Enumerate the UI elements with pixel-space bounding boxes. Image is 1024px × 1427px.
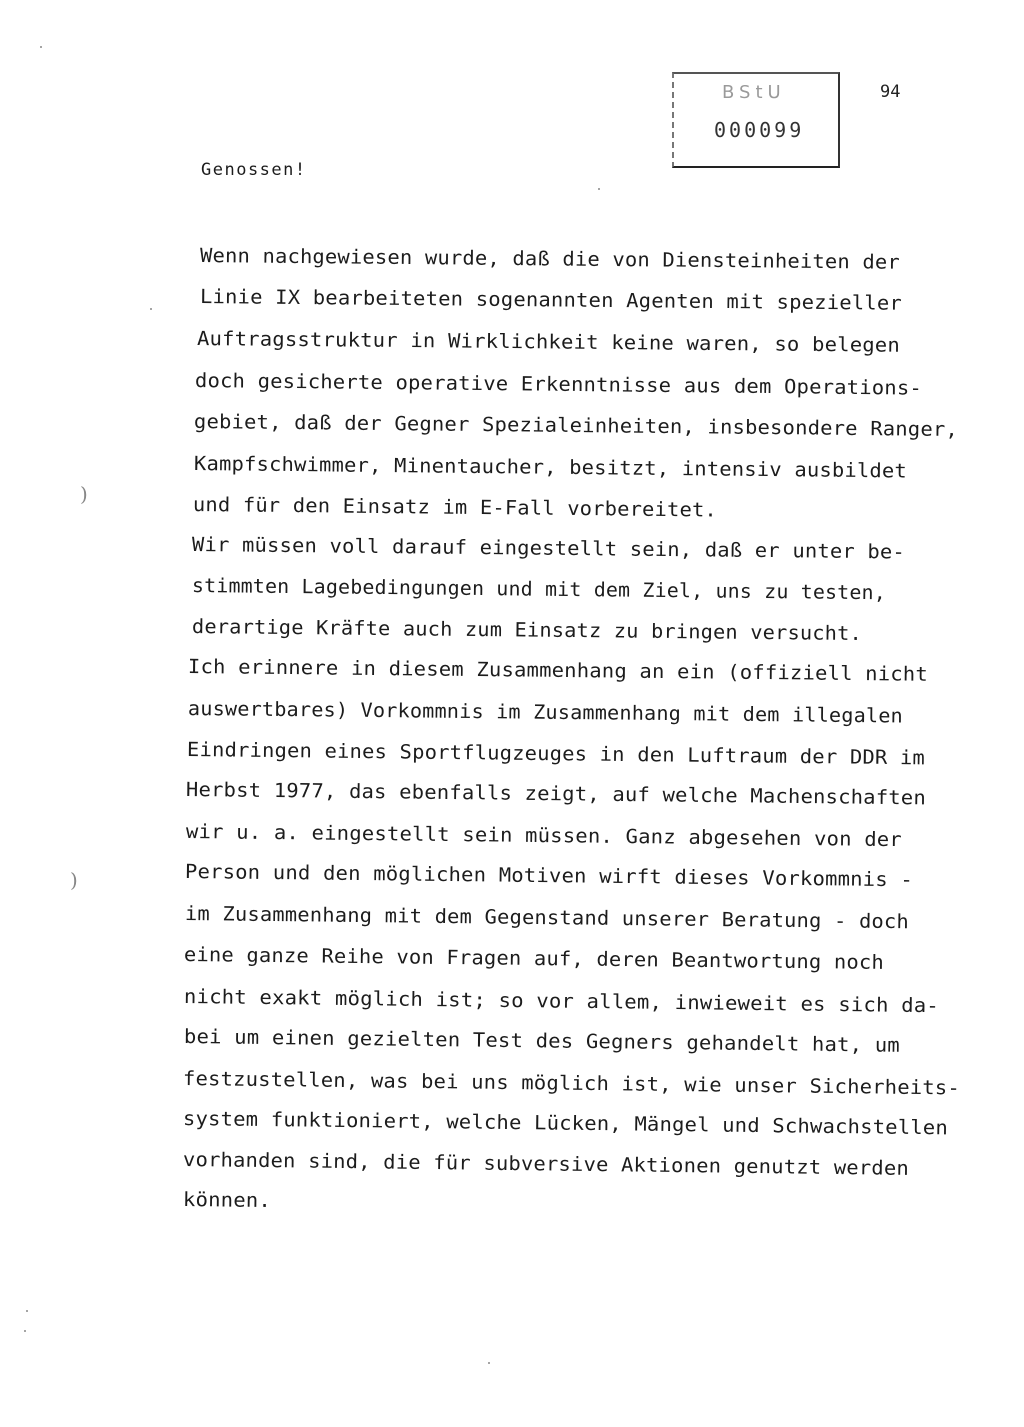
body-line: im Zusammenhang mit dem Gegenstand unserer Beratung - doch xyxy=(184,902,910,934)
body-line: Ich erinnere in diesem Zusammenhang an ein (offiziell nicht xyxy=(187,655,929,686)
body-line: Wir müssen voll darauf eingestellt sein, daß er unter be- xyxy=(191,533,906,564)
body-line: gebiet, daß der Gegner Spezialeinheiten, insbesondere Ranger, xyxy=(193,410,959,441)
body-line: und für den Einsatz im E-Fall vorbereitet. xyxy=(192,493,718,522)
salutation: Genossen! xyxy=(201,160,307,180)
scan-speck xyxy=(24,1330,26,1332)
archive-stamp xyxy=(672,72,840,168)
body-line: wir u. a. eingestellt sein müssen. Ganz abgesehen von der xyxy=(185,820,903,852)
body-line: Eindringen eines Sportflugzeuges in den Luftraum der DDR im xyxy=(186,738,926,770)
body-line: Auftragsstruktur in Wirklichkeit keine waren, so belegen xyxy=(196,327,901,357)
stamp-number: 000099 xyxy=(714,118,805,142)
body-line: auswertbares) Vorkommnis im Zusammenhang mit dem illegalen xyxy=(187,697,904,728)
body-line: vorhanden sind, die für subversive Aktionen genutzt werden xyxy=(182,1148,910,1180)
body-line: bei um einen gezielten Test des Gegners gehandelt hat, um xyxy=(183,1025,901,1057)
body-line: doch gesicherte operative Erkenntnisse aus dem Operations- xyxy=(194,369,923,400)
body-line: system funktioniert, welche Lücken, Mängel und Schwachstellen xyxy=(182,1107,949,1140)
scan-speck xyxy=(40,46,42,48)
body-line: nicht exakt möglich ist; so vor allem, inwieweit es sich da- xyxy=(183,985,940,1018)
body-line: Wenn nachgewiesen wurde, daß die von Diensteinheiten der xyxy=(199,244,901,274)
scan-speck xyxy=(488,1362,490,1364)
stamp-label: BStU xyxy=(722,82,786,103)
body-line: Person und den möglichen Motiven wirft dieses Vorkommnis - xyxy=(184,860,914,892)
body-line: Herbst 1977, das ebenfalls zeigt, auf welche Machenschaften xyxy=(185,778,927,810)
page-number: 94 xyxy=(880,82,901,102)
margin-mark: ) xyxy=(80,482,88,506)
body-line: Linie IX bearbeiteten sogenannten Agenten mit spezieller xyxy=(199,285,903,315)
scan-speck xyxy=(150,308,152,310)
scan-speck xyxy=(598,188,600,190)
body-line: derartige Kräfte auch zum Einsatz zu bringen versucht. xyxy=(191,615,863,646)
body-line: eine ganze Reihe von Fragen auf, deren Beantwortung noch xyxy=(183,943,885,974)
scan-speck xyxy=(26,1310,28,1312)
body-line: Kampfschwimmer, Minentaucher, besitzt, intensiv ausbildet xyxy=(193,452,908,483)
body-line: festzustellen, was bei uns möglich ist, wie unser Sicherheits- xyxy=(182,1067,961,1100)
body-line: können. xyxy=(182,1188,272,1213)
margin-mark: ) xyxy=(70,868,78,892)
body-line: stimmten Lagebedingungen und mit dem Ziel, uns zu testen, xyxy=(191,574,887,605)
